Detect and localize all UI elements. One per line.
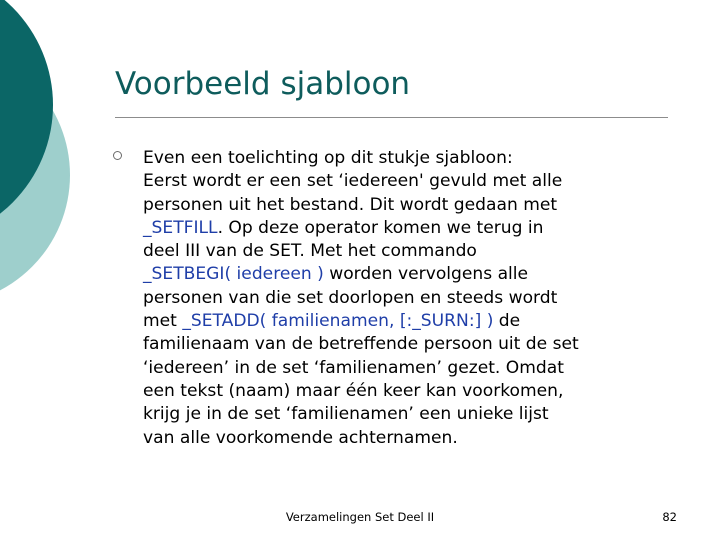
body-line: personen uit het bestand. Dit wordt gedaan met xyxy=(143,194,558,215)
body-line: van alle voorkomende achternamen. xyxy=(143,427,458,448)
body-paragraph xyxy=(143,147,688,450)
code-setfill: _SETFILL xyxy=(143,217,218,238)
title-divider xyxy=(115,117,668,118)
code-setbegi: _SETBEGI( iedereen ) xyxy=(143,264,324,285)
decorative-circles xyxy=(0,0,80,300)
body-line: een tekst (naam) maar één keer kan voorkomen, xyxy=(143,380,564,401)
body-line: _SETBEGI( iedereen ) worden vervolgens alle xyxy=(143,264,529,285)
slide-title: Voorbeeld sjabloon xyxy=(115,66,411,102)
body-line: personen van die set doorlopen en steeds wordt xyxy=(143,287,558,308)
body-line: Even een toelichting op dit stukje sjabloon: xyxy=(143,148,513,168)
code-setadd: _SETADD( familienamen, [:_SURN:] ) xyxy=(182,311,494,332)
body-line: deel III van de SET. Met het commando xyxy=(143,241,477,262)
body-line: Eerst wordt er een set ‘iedereen' gevuld met alle xyxy=(143,171,563,192)
body-line: ‘iedereen’ in de set ‘familienamen’ gezet. Omdat xyxy=(143,357,564,378)
footer-title: Verzamelingen Set Deel II xyxy=(285,510,435,524)
bullet-circle-icon xyxy=(113,151,122,160)
body-line: familienaam van de betreffende persoon uit de set xyxy=(143,334,579,355)
body-line: met _SETADD( familienamen, [:_SURN:] ) de xyxy=(143,311,521,332)
body-line: krijg je in de set ‘familienamen’ een unieke lijst xyxy=(143,404,549,425)
page-number: 82 xyxy=(662,510,677,524)
body-line: _SETFILL. Op deze operator komen we terug in xyxy=(143,217,544,238)
